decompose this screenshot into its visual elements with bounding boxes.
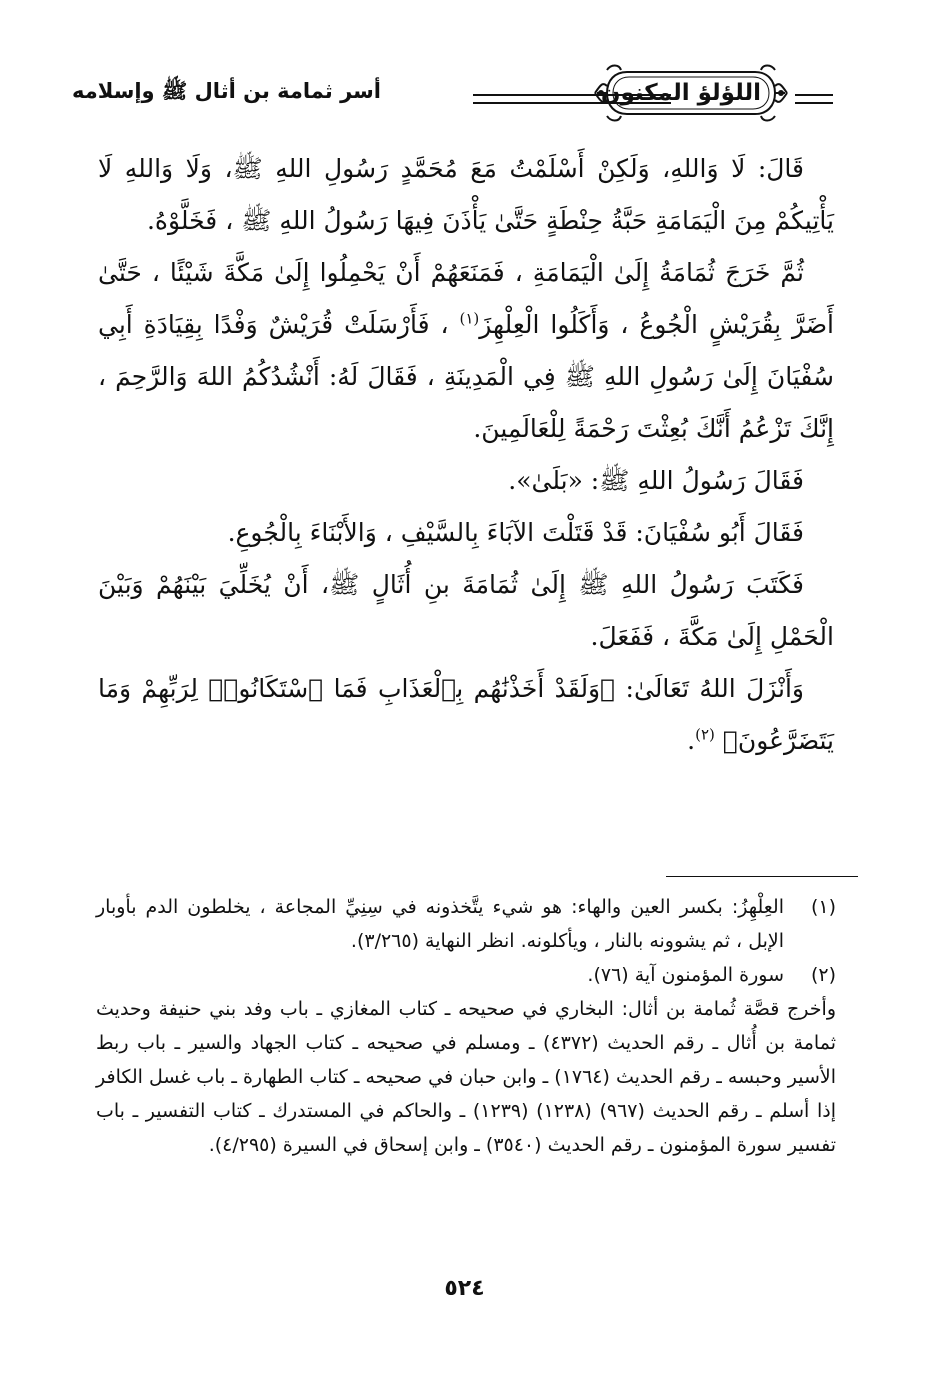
paragraph-2-part-b: ، فَأَرْسَلَتْ قُرَيْشٌ وَفْدًا بِقِيَادَةِ أَبِي سُفْيَانَ إِلَىٰ رَسُولِ اللهِ ﷺ فِي الْمَدِينَةِ ، فَقَالَ لَهُ: أَنْشُدُكُمُ اللهَ وَالرَّحِمَ ، إِنَّكَ تَزْعُمُ أَنَّكَ بُعِثْتَ رَحْمَةً لِلْعَالَمِينَ. xyxy=(98,310,834,443)
footnote-2-continuation: وأخرج قصَّة ثُمامة بن أثال: البخاري في صحيحه ـ كتاب المغازي ـ باب وفد بني حنيفة وحديث ثمامة بن أُثال ـ رقم الحديث (٤٣٧٢) ـ ومسلم في صحيحه ـ كتاب الجهاد والسير ـ باب ربط الأسير وحبسه ـ رقم الحديث (١٧٦٤) ـ وابن حبان في صحيحه ـ كتاب الطهارة ـ باب غسل الكافر إذا أسلم ـ رقم الحديث (٩٦٧) (١٢٣٨) (١٢٣٩) ـ والحاكم في المستدرك ـ كتاب التفسير ـ باب تفسير سورة المؤمنون ـ رقم الحديث (٣٥٤٠) ـ وابن إسحاق في السيرة (٤/٢٩٥). xyxy=(96,998,836,1156)
footnotes xyxy=(96,890,836,1162)
page-number: ٥٢٤ xyxy=(444,1276,485,1301)
footnote-ref-1: (١) xyxy=(459,309,480,328)
paragraph-6 xyxy=(98,663,834,767)
paragraph-2-part-a: ثُمَّ خَرَجَ ثُمَامَةُ إِلَىٰ الْيَمَامَةِ ، فَمَنَعَهُمْ أَنْ يَحْمِلُوا إِلَىٰ مَكَّةَ شَيْئًا ، حَتَّىٰ أَضَرَّ بِقُرَيْشٍ الْجُوعُ ، وَأَكَلُوا الْعِلْهِزَ xyxy=(98,258,834,339)
paragraph-2 xyxy=(98,247,834,455)
chapter-title: أسر ثمامة بن أثال ﷺ وإسلامه xyxy=(72,79,381,103)
footnote-1 xyxy=(96,890,836,958)
footnote-2 xyxy=(96,958,836,992)
paragraph-5: فَكَتَبَ رَسُولُ اللهِ ﷺ إِلَىٰ ثُمَامَةَ بنِ أُثَالٍ ﷺ، أَنْ يُخَلِّيَ بَيْنَهُمْ وَبَيْنَ الْحَمْلِ إِلَىٰ مَكَّةَ ، فَفَعَلَ. xyxy=(98,570,834,651)
book-title-ornament xyxy=(593,62,789,124)
footnote-2-number: (٢) xyxy=(810,964,836,986)
header-rule-left xyxy=(473,94,671,104)
paragraph-6-end: . xyxy=(687,726,696,755)
footnote-1-number: (١) xyxy=(810,896,836,918)
running-header xyxy=(72,56,833,132)
book-title: اللؤلؤ المكنون xyxy=(600,80,761,106)
footnote-2-text: سورة المؤمنون آية (٧٦). xyxy=(587,964,784,986)
paragraph-3: فَقَالَ رَسُولُ اللهِ ﷺ: «بَلَىٰ». xyxy=(508,466,804,495)
footnote-1-text: العِلْهِزُ: بكسر العين والهاء: هو شيء يتَّخذونه في سِنِيِّ المجاعة ، يخلطون الدم بأوبار الإبل ، ثم يشوونه بالنار ، ويأكلونه. انظر النهاية (٣/٢٦٥). xyxy=(96,896,784,952)
main-text xyxy=(98,143,834,767)
footnote-separator xyxy=(666,876,858,877)
quran-verse: وَأَنْزَلَ اللهُ تَعَالَىٰ: ﴿وَلَقَدْ أَخَذْنَٰهُم بِٱلْعَذَابِ فَمَا ٱسْتَكَانُوا۟ لِرَبِّهِمْ وَمَا يَتَضَرَّعُونَ﴾ xyxy=(98,674,834,755)
footnote-ref-2: (٢) xyxy=(695,725,715,744)
header-rule-right xyxy=(795,94,833,104)
paragraph-4: فَقَالَ أَبُو سُفْيَانَ: قَدْ قَتَلْتَ الآبَاءَ بِالسَّيْفِ ، وَالأَبْنَاءَ بِالْجُوعِ. xyxy=(227,518,804,547)
paragraph-1: قَالَ: لَا وَاللهِ، وَلَكِنْ أَسْلَمْتُ مَعَ مُحَمَّدٍ رَسُولِ اللهِ ﷺ، وَلَا وَاللهِ لَا يَأْتِيكُمْ مِنَ الْيَمَامَةِ حَبَّةُ حِنْطَةٍ حَتَّىٰ يَأْذَنَ فِيهَا رَسُولُ اللهِ ﷺ ، فَخَلَّوْهُ. xyxy=(98,154,834,235)
